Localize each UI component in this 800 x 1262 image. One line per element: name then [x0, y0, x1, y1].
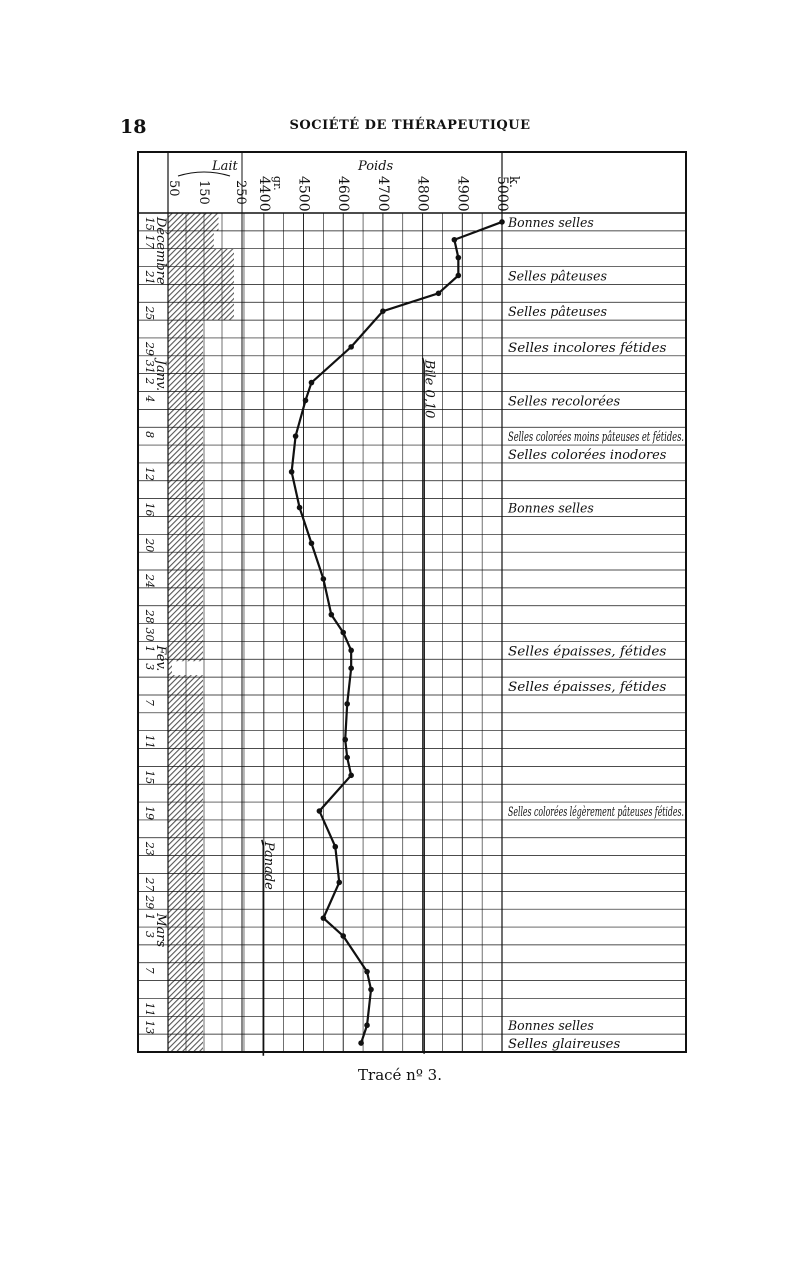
date-label: 21 — [143, 270, 156, 285]
date-label: 27 — [143, 877, 156, 892]
weight-point — [456, 273, 462, 279]
month-label: Fév. — [153, 645, 168, 672]
month-label: Mars — [153, 913, 168, 948]
month-label: Janv. — [153, 359, 168, 392]
date-label: 7 — [143, 698, 156, 706]
annotation-text: Selles colorées inodores — [508, 447, 667, 463]
weight-point — [364, 1022, 370, 1028]
weight-point — [358, 1040, 364, 1046]
annotation-text: Bonnes selles — [507, 215, 595, 231]
date-label: 4 — [143, 395, 156, 403]
weight-group-label: Poids — [358, 159, 394, 174]
date-label: 25 — [143, 306, 156, 321]
weight-point — [348, 665, 354, 671]
weight-tick-label: 4700 — [374, 176, 391, 212]
treatment-label: Panade — [260, 841, 276, 890]
date-label: 15 — [143, 216, 156, 231]
weight-point — [293, 433, 299, 439]
weight-point — [340, 933, 346, 939]
milk-tick-label: 50 — [166, 180, 181, 197]
weight-point — [436, 291, 442, 297]
annotation-text: Selles pâteuses — [508, 269, 608, 285]
weight-point — [336, 880, 342, 886]
weight-point — [344, 755, 350, 761]
weight-point — [348, 648, 354, 654]
date-label: 1 — [143, 913, 156, 921]
date-label: 8 — [143, 431, 156, 439]
date-label: 30 — [143, 627, 156, 642]
annotation-text: Selles colorées légèrement pâteuses fétides. — [508, 805, 684, 821]
running-head: SOCIÉTÉ DE THÉRAPEUTIQUE — [289, 118, 531, 133]
annotation-text: Selles pâteuses — [508, 305, 608, 321]
weight-point — [348, 773, 354, 779]
weight-point — [344, 701, 350, 707]
weight-tick-label: 4400 — [255, 176, 272, 212]
weight-point — [342, 737, 348, 743]
annotation-text: Bonnes selles — [507, 1019, 595, 1035]
annotation-text: Bonnes selles — [507, 501, 595, 517]
weight-tick-label: 4500 — [295, 176, 312, 212]
weight-tick-label: 4600 — [335, 176, 352, 212]
weight-point — [456, 255, 462, 261]
milk-bar-1 — [168, 231, 214, 249]
date-label: 31 — [143, 359, 156, 374]
milk-unit-label: gr. — [270, 176, 284, 191]
weight-point — [321, 915, 327, 921]
milk-bar-0 — [168, 213, 219, 231]
annotation-text: Selles épaisses, fétides — [508, 680, 667, 696]
weight-point — [317, 808, 323, 814]
milk-gap — [172, 661, 204, 675]
weight-point — [348, 344, 354, 350]
date-label: 23 — [143, 841, 156, 856]
annotation-text: Selles incolores fétides — [508, 340, 667, 356]
date-label: 2 — [143, 377, 156, 385]
annotation-text: Selles épaisses, fétides — [508, 644, 667, 660]
date-label: 1 — [143, 645, 156, 653]
date-label: 7 — [143, 966, 156, 974]
date-label: 19 — [143, 806, 156, 821]
weight-point — [380, 308, 386, 314]
date-label: 29 — [143, 895, 156, 910]
annotation-text: Selles colorées moins pâteuses et fétides. — [508, 430, 684, 446]
milk-tick-label: 150 — [196, 180, 211, 205]
weight-point — [364, 969, 370, 975]
date-label: 3 — [143, 663, 156, 671]
weight-tick-label: 5000 — [494, 176, 510, 212]
weight-point — [303, 398, 309, 404]
date-label: 28 — [143, 609, 156, 624]
milk-tick-label: 250 — [233, 180, 248, 205]
annotation-text: Selles recolorées — [508, 394, 621, 410]
weight-point — [452, 237, 458, 243]
date-label: 12 — [143, 466, 156, 481]
date-label: 16 — [143, 502, 156, 517]
weight-point — [309, 540, 315, 546]
date-label: 11 — [143, 1002, 156, 1017]
annotation-text: Selles glaireuses — [508, 1037, 621, 1053]
weight-tick-label: 4900 — [454, 176, 471, 212]
weight-point — [309, 380, 315, 386]
weight-point — [321, 576, 327, 582]
date-label: 24 — [143, 573, 156, 588]
weight-unit-label: k. — [506, 176, 521, 189]
milk-bar-4 — [168, 677, 203, 1052]
date-label: 29 — [143, 341, 156, 356]
weight-point — [332, 844, 338, 850]
weight-point — [340, 630, 346, 636]
weight-point — [297, 505, 303, 511]
date-label: 15 — [143, 770, 156, 785]
date-label: 13 — [143, 1020, 156, 1035]
date-label: 17 — [143, 234, 156, 249]
weight-point — [289, 469, 295, 475]
weight-point — [368, 987, 374, 993]
milk-group-label: Lait — [212, 159, 238, 174]
figure-caption: Tracé nº 3. — [358, 1066, 442, 1084]
date-label: 11 — [143, 734, 156, 749]
date-label: 3 — [143, 930, 156, 938]
weight-tick-label: 4800 — [414, 176, 431, 212]
weight-point — [329, 612, 335, 618]
page-number: 18 — [120, 116, 147, 138]
weight-point — [499, 219, 505, 225]
treatment-label: Bile 0,10 — [421, 359, 437, 419]
date-label: 20 — [143, 538, 156, 553]
month-label: Décembre — [153, 217, 168, 285]
